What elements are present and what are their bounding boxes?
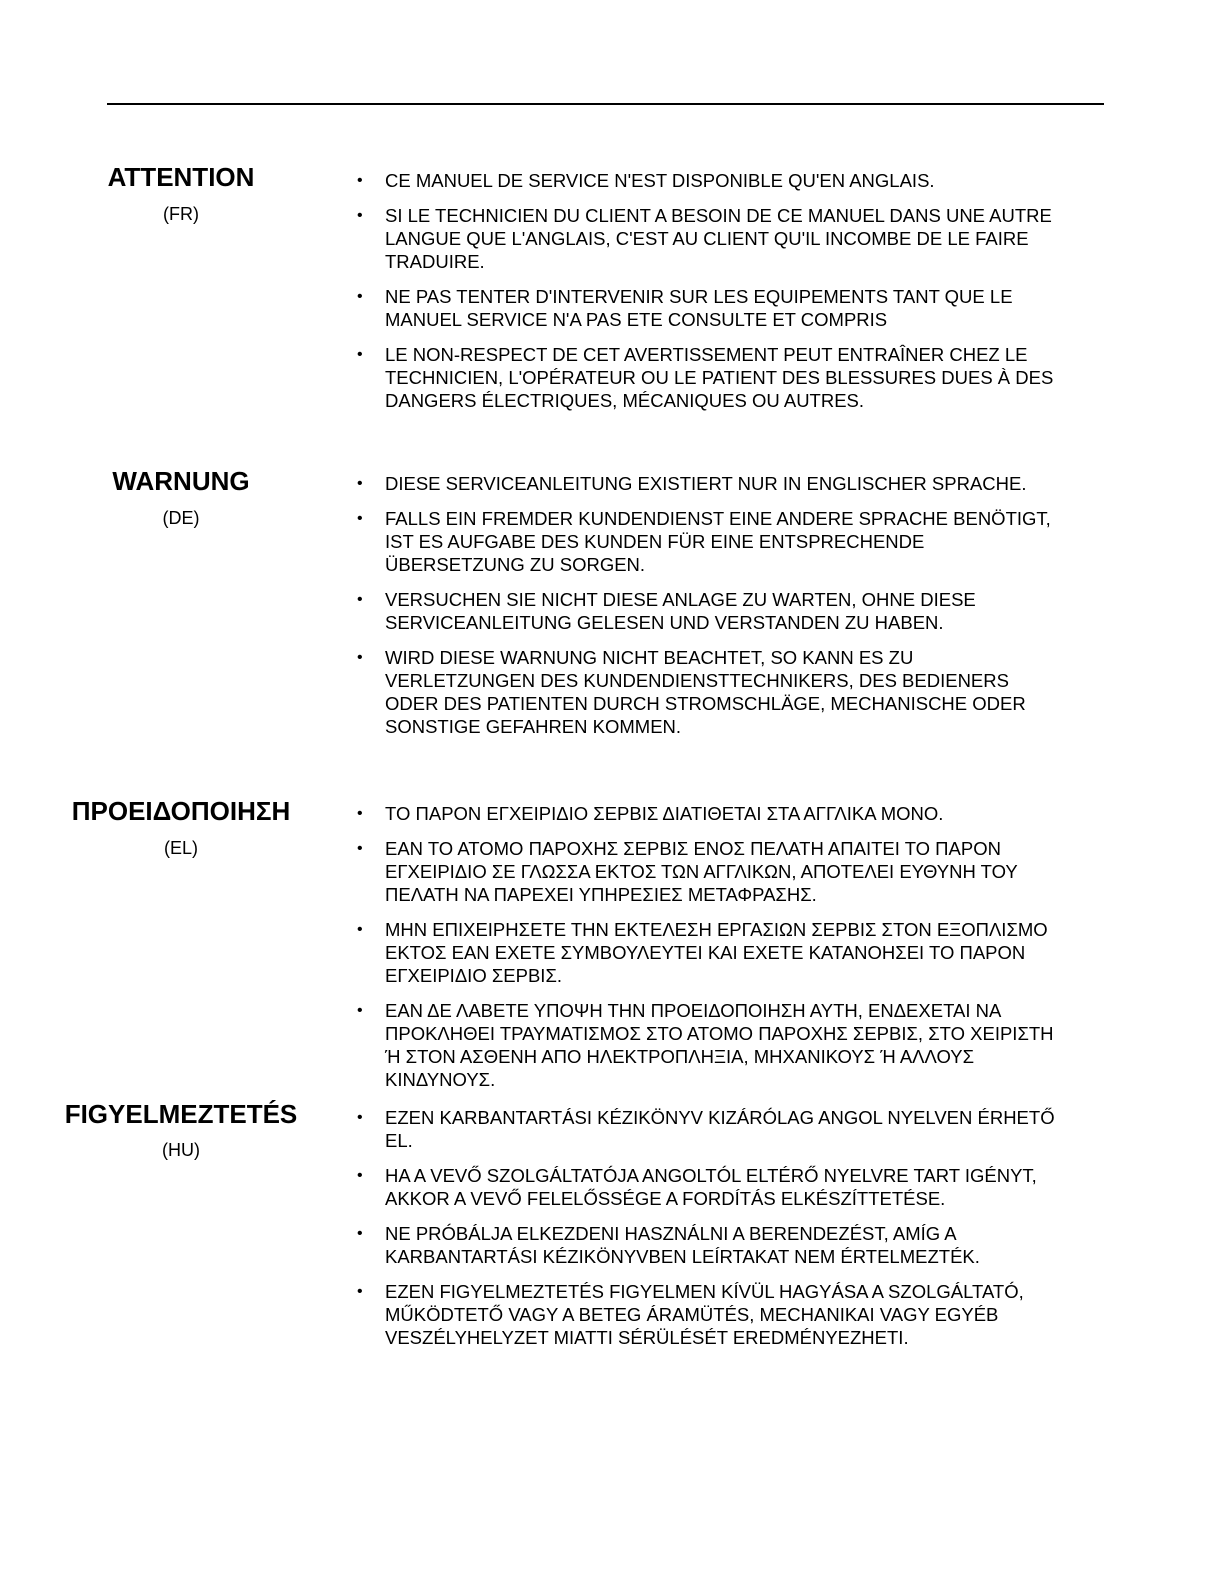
lang-code-fr: (FR) <box>163 204 199 224</box>
bullet-text: EZEN KARBANTARTÁSI KÉZIKÖNYV KIZÁRÓLAG ANGOL NYELVEN ÉRHETŐ EL. <box>385 1107 1055 1151</box>
bullet-list-de <box>355 472 1055 750</box>
bullet-list-hu <box>355 1106 1055 1361</box>
bullet-icon: • <box>357 510 363 527</box>
list-item <box>355 1164 1055 1210</box>
lang-code-de: (DE) <box>162 508 200 528</box>
bullet-text: WIRD DIESE WARNUNG NICHT BEACHTET, SO KANN ES ZU VERLETZUNGEN DES KUNDENDIENSTTECHNIKERS, DES BEDIENERS ODER DES PATIENTEN DURCH STROMSCHLÄGE, MECHANISCHE ODER SONSTIGE GEFAHREN KOMMEN. <box>385 647 1026 737</box>
list-item <box>355 204 1055 273</box>
list-item <box>355 507 1055 576</box>
bullet-icon: • <box>357 805 363 822</box>
bullet-icon: • <box>357 346 363 363</box>
list-item <box>355 472 1055 495</box>
bullet-text: ΕΑΝ ΤΟ ΑΤΟΜΟ ΠΑΡΟΧΗΣ ΣΕΡΒΙΣ ΕΝΟΣ ΠΕΛΑΤΗ ΑΠΑΙΤΕΙ ΤΟ ΠΑΡΟΝ ΕΓΧΕΙΡΙΔΙΟ ΣΕ ΓΛΩΣΣΑ ΕΚΤΟΣ ΤΩΝ ΑΓΓΛΙΚΩΝ, ΑΠΟΤΕΛΕΙ ΕΥΘΥΝΗ ΤΟΥ ΠΕΛΑΤΗ ΝΑ ΠΑΡΕΧΕΙ ΥΠΗΡΕΣΙΕΣ ΜΕΤΑΦΡΑΣΗΣ. <box>385 838 1018 905</box>
bullet-text: SI LE TECHNICIEN DU CLIENT A BESOIN DE CE MANUEL DANS UNE AUTRE LANGUE QUE L'ANGLAIS, C'EST AU CLIENT QU'IL INCOMBE DE LE FAIRE TRADUIRE. <box>385 205 1052 272</box>
list-item <box>355 1106 1055 1152</box>
list-item <box>355 999 1055 1091</box>
bullet-text: NE PAS TENTER D'INTERVENIR SUR LES EQUIPEMENTS TANT QUE LE MANUEL SERVICE N'A PAS ETE CONSULTE ET COMPRIS <box>385 286 1013 330</box>
list-item <box>355 343 1055 412</box>
bullet-icon: • <box>357 591 363 608</box>
list-item <box>355 918 1055 987</box>
bullet-text: VERSUCHEN SIE NICHT DIESE ANLAGE ZU WARTEN, OHNE DIESE SERVICEANLEITUNG GELESEN UND VERSTANDEN ZU HABEN. <box>385 589 976 633</box>
bullet-text: ΜΗΝ ΕΠΙΧΕΙΡΗΣΕΤΕ ΤΗΝ ΕΚΤΕΛΕΣΗ ΕΡΓΑΣΙΩΝ ΣΕΡΒΙΣ ΣΤΟΝ ΕΞΟΠΛΙΣΜΟ ΕΚΤΟΣ ΕΑΝ ΕΧΕΤΕ ΣΥΜΒΟΥΛΕΥΤΕΙ ΚΑΙ ΕΧΕΤΕ ΚΑΤΑΝΟΗΣΕΙ ΤΟ ΠΑΡΟΝ ΕΓΧΕΙΡΙΔΙΟ ΣΕΡΒΙΣ. <box>385 919 1048 986</box>
bullet-icon: • <box>357 1225 363 1242</box>
bullet-text: FALLS EIN FREMDER KUNDENDIENST EINE ANDERE SPRACHE BENÖTIGT, IST ES AUFGABE DES KUNDEN FÜR EINE ENTSPRECHENDE ÜBERSETZUNG ZU SORGEN. <box>385 508 1051 575</box>
lang-code-el: (EL) <box>163 838 198 858</box>
list-item <box>355 169 1055 192</box>
list-item <box>355 588 1055 634</box>
top-rule <box>107 103 1104 105</box>
lang-code-hu: (HU) <box>162 1140 200 1160</box>
bullet-text: EZEN FIGYELMEZTETÉS FIGYELMEN KÍVÜL HAGYÁSA A SZOLGÁLTATÓ, MŰKÖDTETŐ VAGY A BETEG ÁRAMÜTÉS, MECHANIKAI VAGY EGYÉB VESZÉLYHELYZET MIATTI SÉRÜLÉSÉT EREDMÉNYEZHETI. <box>385 1281 1024 1348</box>
bullet-icon: • <box>357 840 363 857</box>
bullet-icon: • <box>357 475 363 492</box>
bullet-icon: • <box>357 649 363 666</box>
bullet-text: ΤΟ ΠΑΡΟΝ ΕΓΧΕΙΡΙΔΙΟ ΣΕΡΒΙΣ ΔΙΑΤΙΘΕΤΑΙ ΣΤΑ ΑΓΓΛΙΚΑ ΜΟΝΟ. <box>385 803 944 824</box>
bullet-icon: • <box>357 1109 363 1126</box>
bullet-text: HA A VEVŐ SZOLGÁLTATÓJA ANGOLTÓL ELTÉRŐ NYELVRE TART IGÉNYT, AKKOR A VEVŐ FELELŐSSÉGE A FORDÍTÁS ELKÉSZÍTTETÉSE. <box>385 1165 1037 1209</box>
bullet-icon: • <box>357 1283 363 1300</box>
bullet-icon: • <box>357 1002 363 1019</box>
list-item <box>355 285 1055 331</box>
bullet-icon: • <box>357 1167 363 1184</box>
heading-hu: FIGYELMEZTETÉS <box>64 1099 298 1129</box>
heading-el: ΠΡΟΕΙΔΟΠΟΙΗΣΗ <box>71 796 291 826</box>
list-item <box>355 837 1055 906</box>
bullet-icon: • <box>357 172 363 189</box>
bullet-icon: • <box>357 288 363 305</box>
list-item <box>355 1280 1055 1349</box>
heading-fr: ATTENTION <box>107 162 255 192</box>
bullet-text: ΕΑΝ ΔΕ ΛΑΒΕΤΕ ΥΠΟΨΗ ΤΗΝ ΠΡΟΕΙΔΟΠΟΙΗΣΗ ΑΥΤΗ, ΕΝΔΕΧΕΤΑΙ ΝΑ ΠΡΟΚΛΗΘΕΙ ΤΡΑΥΜΑΤΙΣΜΟΣ ΣΤΟ ΑΤΟΜΟ ΠΑΡΟΧΗΣ ΣΕΡΒΙΣ, ΣΤΟ ΧΕΙΡΙΣΤΗ Ή ΣΤΟΝ ΑΣΘΕΝΗ ΑΠΟ ΗΛΕΚΤΡΟΠΛΗΞΙΑ, ΜΗΧΑΝΙΚΟΥΣ Ή ΑΛΛΟΥΣ ΚΙΝΔΥΝΟΥΣ. <box>385 1000 1054 1090</box>
list-item <box>355 802 1055 825</box>
bullet-text: NE PRÓBÁLJA ELKEZDENI HASZNÁLNI A BERENDEZÉST, AMÍG A KARBANTARTÁSI KÉZIKÖNYVBEN LEÍRTAKAT NEM ÉRTELMEZTÉK. <box>385 1223 980 1267</box>
list-item <box>355 1222 1055 1268</box>
list-item <box>355 646 1055 738</box>
bullet-text: DIESE SERVICEANLEITUNG EXISTIERT NUR IN ENGLISCHER SPRACHE. <box>385 473 1027 494</box>
heading-de: WARNUNG <box>112 466 250 496</box>
bullet-icon: • <box>357 921 363 938</box>
bullet-list-el <box>355 802 1055 1103</box>
bullet-icon: • <box>357 207 363 224</box>
bullet-text: LE NON-RESPECT DE CET AVERTISSEMENT PEUT ENTRAÎNER CHEZ LE TECHNICIEN, L'OPÉRATEUR OU LE PATIENT DES BLESSURES DUES À DES DANGERS ÉLECTRIQUES, MÉCANIQUES OU AUTRES. <box>385 344 1054 411</box>
bullet-text: CE MANUEL DE SERVICE N'EST DISPONIBLE QU'EN ANGLAIS. <box>385 170 935 191</box>
bullet-list-fr <box>355 169 1055 424</box>
